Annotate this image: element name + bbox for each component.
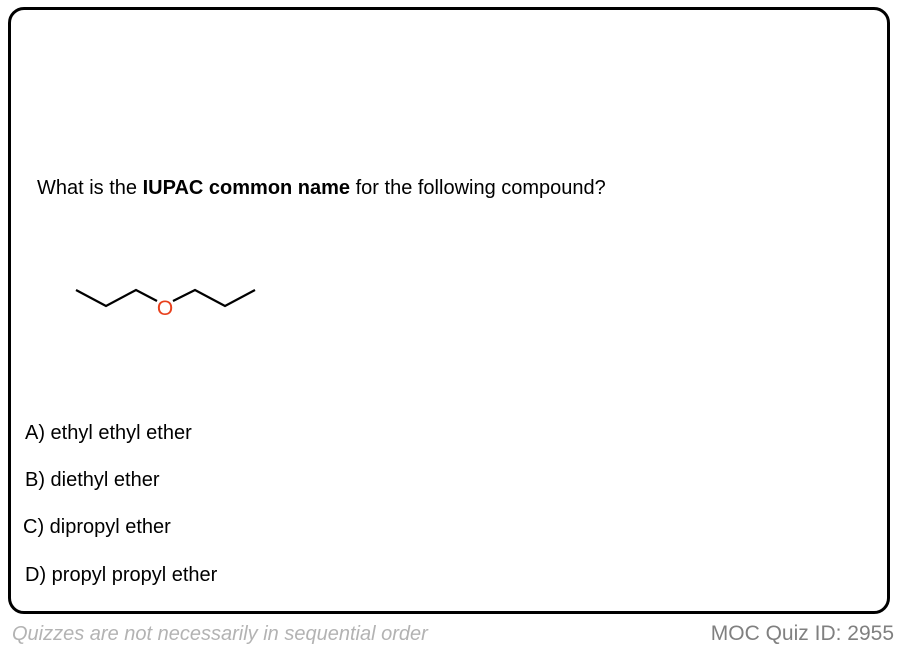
sequence-disclaimer: Quizzes are not necessarily in sequential order xyxy=(12,623,428,645)
right-propyl-chain xyxy=(173,290,255,306)
answer-option-c[interactable]: C) dipropyl ether xyxy=(23,516,171,538)
question-text xyxy=(37,176,606,200)
left-propyl-chain xyxy=(76,290,157,306)
oxygen-atom-label: O xyxy=(156,297,174,320)
question-prefix: What is the xyxy=(37,177,143,199)
answer-option-a[interactable]: A) ethyl ethyl ether xyxy=(25,422,192,444)
question-emphasis: IUPAC common name xyxy=(142,177,351,199)
answer-option-d[interactable]: D) propyl propyl ether xyxy=(25,564,218,586)
answer-option-b[interactable]: B) diethyl ether xyxy=(25,469,160,491)
question-suffix: for the following compound? xyxy=(350,177,606,199)
quiz-id-label: MOC Quiz ID: 2955 xyxy=(710,622,894,645)
dipropyl-ether-structure xyxy=(60,270,280,330)
